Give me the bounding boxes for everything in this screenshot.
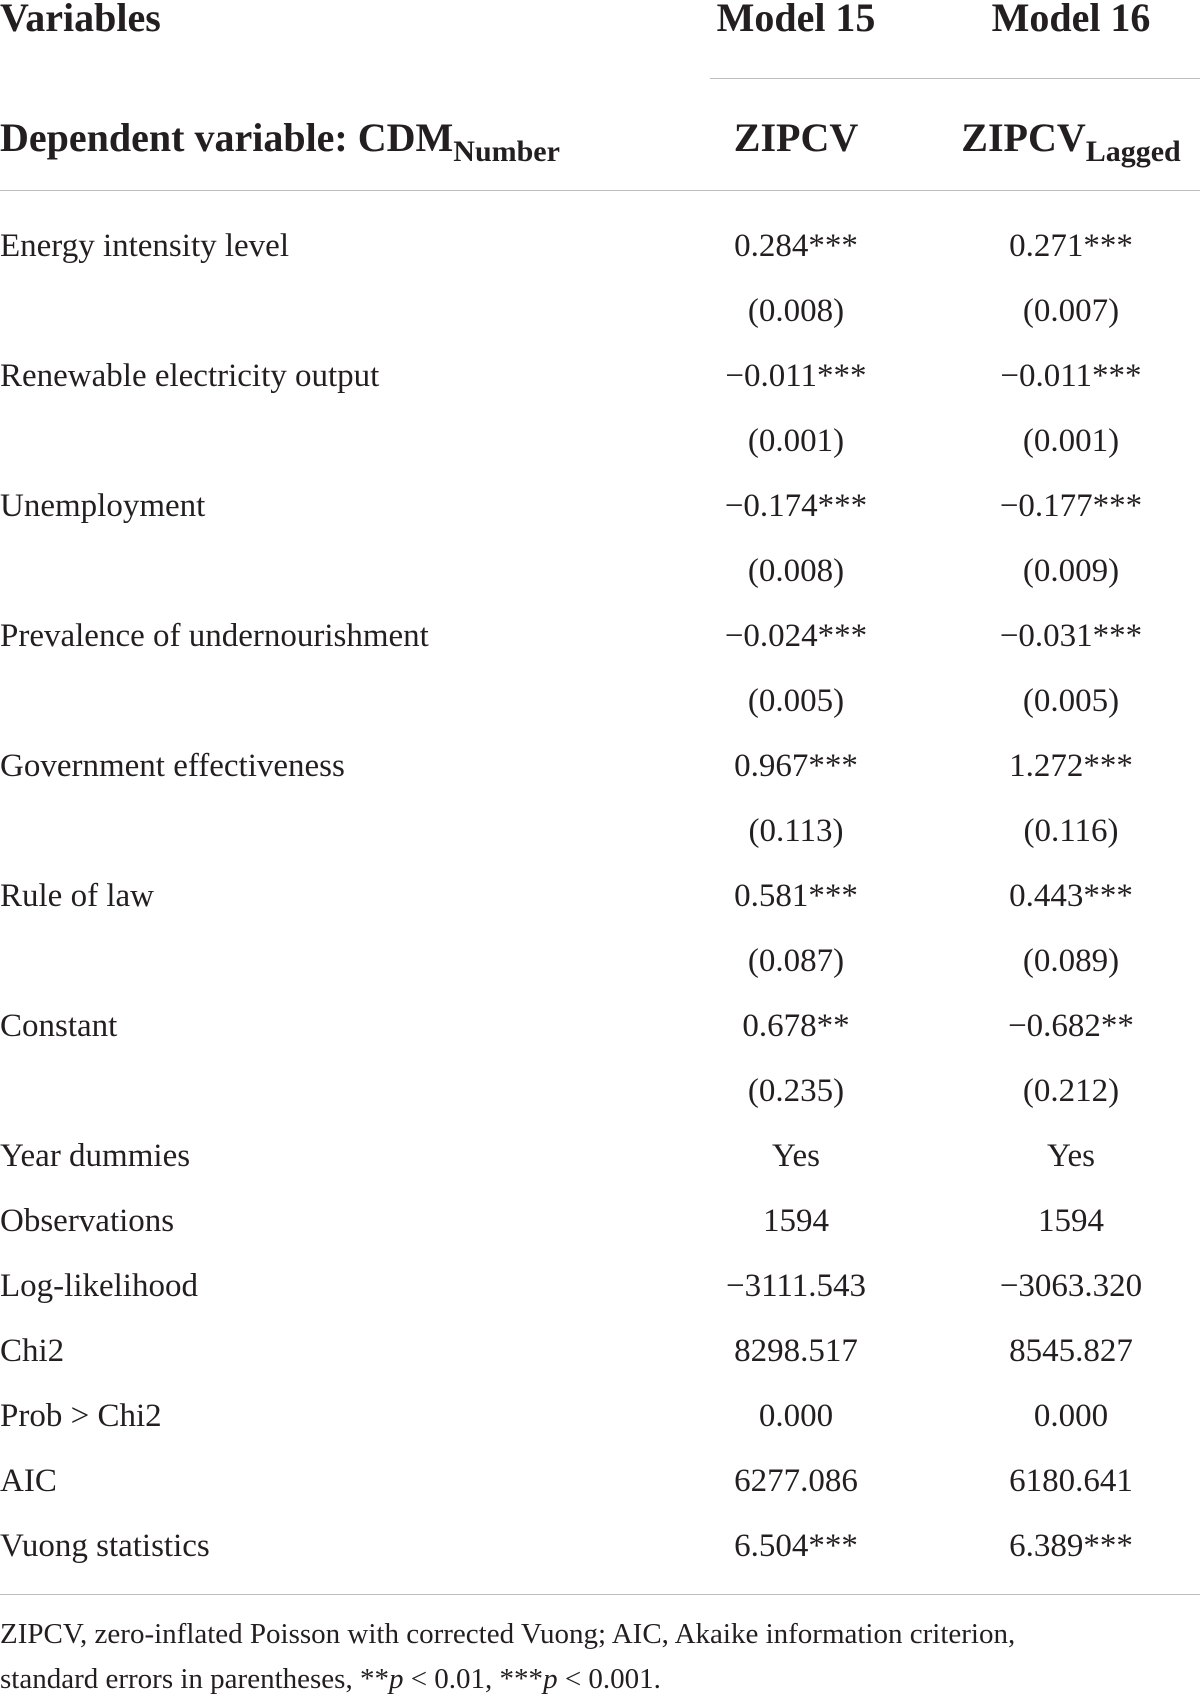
model-16-value: −0.177*** (999, 488, 1143, 524)
model-15-value: Yes (771, 1138, 821, 1174)
row-label: Prob > Chi2 (0, 1398, 162, 1434)
footnote-line-1: ZIPCV, zero-inflated Poisson with corrected Vuong; AIC, Akaike information criterion, (0, 1618, 1016, 1650)
table-row (0, 1451, 1200, 1511)
model-16-value: (0.116) (1023, 813, 1119, 849)
table-row (0, 346, 1200, 406)
model-15-value: (0.087) (747, 943, 845, 979)
table-row (0, 1061, 1200, 1121)
model-15-value: (0.235) (747, 1073, 845, 1109)
row-label: Constant (0, 1008, 118, 1044)
table-row (0, 996, 1200, 1056)
model-16-value: (0.001) (1022, 423, 1120, 459)
model-16-value: 8545.827 (1009, 1333, 1133, 1369)
table-footnote (0, 1612, 1200, 1702)
model-16-value: −0.031*** (999, 618, 1143, 654)
model-15-value: 0.284*** (734, 228, 858, 264)
table-row (0, 866, 1200, 926)
header-model-15: Model 15 (716, 0, 876, 40)
row-label: Year dummies (0, 1138, 191, 1174)
row-label: Log-likelihood (0, 1268, 198, 1304)
model-15-value: (0.008) (747, 553, 845, 589)
table-row (0, 541, 1200, 601)
model-16-method: $ZIPCV_{Lagged}$ (961, 115, 1181, 168)
header-rule-models (710, 78, 1200, 79)
dependent-variable-label: Dependent variable: $CDM_{Number}$ (0, 115, 560, 168)
table-row (0, 216, 1200, 276)
model-16-value: (0.005) (1022, 683, 1120, 719)
table-row (0, 931, 1200, 991)
table-row (0, 1191, 1200, 1251)
model-15-value: (0.001) (747, 423, 845, 459)
model-15-method: ZIPCV (733, 115, 859, 160)
model-15-value: 0.581*** (734, 878, 858, 914)
model-16-value: 0.000 (1033, 1398, 1109, 1434)
model-16-value: 6.389*** (1009, 1528, 1133, 1564)
model-16-value: (0.009) (1022, 553, 1120, 589)
table-row (0, 1516, 1200, 1576)
table-row (0, 476, 1200, 536)
table-row (0, 801, 1200, 861)
header-row-dependent (0, 108, 1200, 168)
model-16-value: 6180.641 (1009, 1463, 1133, 1499)
row-label: AIC (0, 1463, 57, 1499)
footnote-line-2: standard errors in parentheses, **p < 0.01, ***p < 0.001. (0, 1663, 661, 1695)
model-16-value: (0.007) (1022, 293, 1120, 329)
table-bottom-rule (0, 1594, 1200, 1595)
model-16-value: 0.443*** (1009, 878, 1133, 914)
model-15-value: 0.967*** (734, 748, 858, 784)
table-row (0, 736, 1200, 796)
table-row (0, 281, 1200, 341)
header-variables: Variables (0, 0, 161, 40)
row-label: Chi2 (0, 1333, 65, 1369)
model-16-value: 1594 (1038, 1203, 1104, 1239)
model-16-value: Yes (1046, 1138, 1096, 1174)
table-row (0, 411, 1200, 471)
model-16-value: (0.089) (1022, 943, 1120, 979)
table-row (0, 1256, 1200, 1316)
model-15-value: −3111.543 (726, 1268, 866, 1304)
row-label: Energy intensity level (0, 228, 289, 264)
model-16-value: −3063.320 (999, 1268, 1143, 1304)
header-rule-bottom (0, 190, 1200, 191)
model-15-value: −0.174*** (724, 488, 868, 524)
table-row (0, 606, 1200, 666)
row-label: Vuong statistics (0, 1528, 210, 1564)
model-15-value: 0.000 (758, 1398, 834, 1434)
row-label: Government effectiveness (0, 748, 345, 784)
model-15-value: 8298.517 (734, 1333, 858, 1369)
row-label: Unemployment (0, 488, 206, 524)
table-row (0, 671, 1200, 731)
model-15-value: (0.005) (747, 683, 845, 719)
model-16-value: 0.271*** (1009, 228, 1133, 264)
header-model-16: Model 16 (991, 0, 1151, 40)
row-label: Rule of law (0, 878, 154, 914)
table-row (0, 1321, 1200, 1381)
table-row (0, 1126, 1200, 1186)
row-label: Renewable electricity output (0, 358, 380, 394)
model-16-value: 1.272*** (1009, 748, 1133, 784)
model-15-value: (0.113) (748, 813, 844, 849)
model-15-value: 1594 (763, 1203, 829, 1239)
row-label: Prevalence of undernourishment (0, 618, 429, 654)
table-row (0, 1386, 1200, 1446)
model-15-value: 6.504*** (734, 1528, 858, 1564)
model-15-value: (0.008) (747, 293, 845, 329)
model-15-value: 6277.086 (734, 1463, 858, 1499)
model-15-value: −0.024*** (724, 618, 868, 654)
model-16-value: −0.011*** (1000, 358, 1142, 394)
model-16-value: −0.682** (1008, 1008, 1134, 1044)
row-label: Observations (0, 1203, 175, 1239)
model-15-value: 0.678** (742, 1008, 850, 1044)
model-15-value: −0.011*** (725, 358, 867, 394)
header-row-models (0, 0, 1200, 48)
model-16-value: (0.212) (1022, 1073, 1120, 1109)
